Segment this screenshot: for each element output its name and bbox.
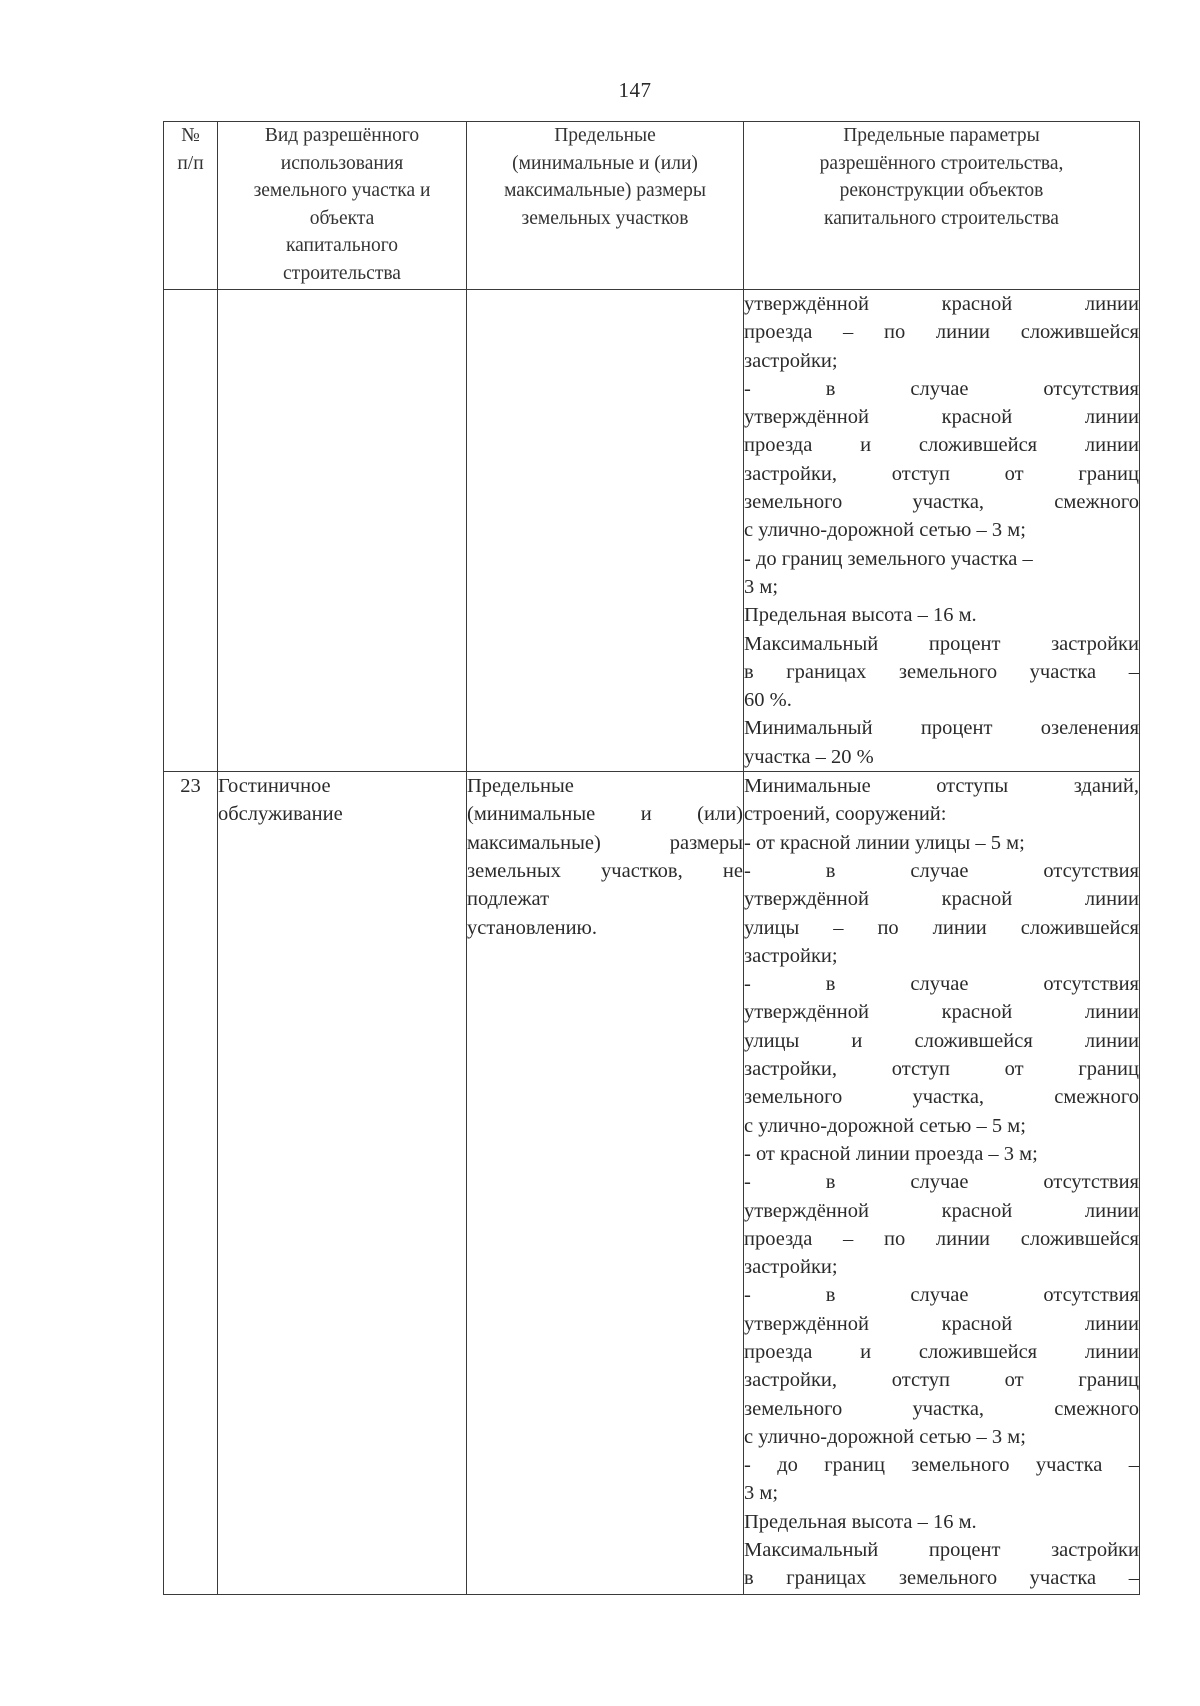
cell-text-line: - до границ земельного участка –: [744, 1454, 1139, 1477]
table-row: [164, 290, 1140, 772]
cell-text-line: Минимальные отступы зданий,: [744, 775, 1139, 798]
cell-text-line: земельного участка, смежного: [744, 1086, 1139, 1109]
cell-text-line: земельного участка, смежного: [744, 491, 1139, 514]
cell-text-line: строений, сооружений:: [744, 803, 947, 826]
header-text-line: максимальные) размеры: [504, 180, 706, 201]
cell-text-line: проезда и сложившейся линии: [744, 434, 1139, 457]
cell-text-line: в границах земельного участка –: [744, 1567, 1139, 1590]
header-text-line: Предельные: [554, 125, 656, 146]
header-text-line: капитального строительства: [824, 207, 1059, 229]
cell-text-line: обслуживание: [218, 803, 343, 826]
cell-text-line: земельного участка, смежного: [744, 1397, 1139, 1420]
land-use-type-cell: [218, 772, 467, 1595]
header-text-line: (минимальные и (или): [512, 152, 698, 174]
cell-text-line: застройки;: [744, 944, 838, 967]
cell-text-line: Предельные: [467, 775, 574, 798]
cell-text-line: проезда – по линии сложившейся: [744, 321, 1139, 344]
cell-text-line: утверждённой красной линии: [744, 888, 1139, 911]
header-text-line: капитального: [285, 235, 399, 256]
cell-text-line: - до границ земельного участка –: [744, 547, 1033, 570]
cell-text-line: земельных участков, не: [467, 859, 743, 882]
cell-text-line: Предельная высота – 16 м.: [744, 1510, 977, 1533]
cell-text-line: Максимальный процент застройки: [744, 632, 1139, 655]
cell-text-line: - в случае отсутствия: [744, 1171, 1139, 1194]
cell-text-line: с улично-дорожной сетью – 3 м;: [744, 519, 1026, 542]
cell-text-line: максимальные) размеры: [467, 831, 743, 854]
plot-sizes-cell: [467, 772, 744, 1595]
cell-text-line: с улично-дорожной сетью – 3 м;: [744, 1425, 1026, 1448]
land-use-type-cell: [218, 290, 467, 772]
header-text-line: Предельные параметры: [843, 125, 1040, 146]
header-number: [164, 122, 218, 290]
cell-text-line: проезда – по линии сложившейся: [744, 1227, 1139, 1250]
cell-text-line: Предельная высота – 16 м.: [744, 604, 977, 627]
cell-text-line: утверждённой красной линии: [744, 293, 1139, 315]
cell-text-line: застройки;: [744, 1256, 838, 1279]
cell-text-line: участка – 20 %: [744, 745, 874, 768]
regulations-table: [163, 121, 1140, 1595]
header-text-line: п/п: [177, 153, 204, 174]
cell-text-line: подлежат: [467, 888, 550, 911]
cell-text-line: - в случае отсутствия: [744, 973, 1139, 996]
page-number: 147: [618, 78, 652, 102]
cell-text-line: (минимальные и (или): [467, 803, 743, 826]
cell-text-line: утверждённой красной линии: [744, 1001, 1139, 1024]
header-text-line: №: [181, 125, 200, 146]
cell-text-line: застройки, отступ от границ: [744, 462, 1139, 485]
cell-text-line: утверждённой красной линии: [744, 1199, 1139, 1222]
cell-text-line: - в случае отсутствия: [744, 377, 1139, 400]
cell-text-line: утверждённой красной линии: [744, 1312, 1139, 1335]
table-row: [164, 772, 1140, 1595]
cell-text-line: улицы и сложившейся линии: [744, 1029, 1139, 1052]
header-plot-sizes: [467, 122, 744, 290]
cell-text-line: с улично-дорожной сетью – 5 м;: [744, 1114, 1026, 1137]
cell-text-line: утверждённой красной линии: [744, 406, 1139, 429]
row-number-cell: [164, 290, 218, 772]
cell-text-line: - от красной линии улицы – 5 м;: [744, 831, 1025, 854]
cell-text-line: проезда и сложившейся линии: [744, 1340, 1139, 1363]
cell-text-line: 60 %.: [744, 689, 792, 712]
header-text-line: строительства: [283, 262, 401, 284]
cell-text-line: - в случае отсутствия: [744, 859, 1139, 882]
cell-text-line: застройки, отступ от границ: [744, 1369, 1139, 1392]
header-text-line: использования: [280, 152, 404, 174]
cell-text-line: застройки;: [744, 349, 838, 372]
cell-text-line: 3 м;: [744, 1482, 779, 1505]
header-construction-parameters: [744, 122, 1140, 290]
cell-text-line: Максимальный процент застройки: [744, 1539, 1139, 1562]
construction-parameters-cell: [744, 772, 1140, 1595]
header-land-use-type: [218, 122, 467, 290]
cell-text-line: установлению.: [467, 916, 597, 939]
header-text-line: земельного участка и: [253, 180, 431, 201]
cell-text-line: 3 м;: [744, 575, 779, 598]
cell-text-line: Гостиничное: [218, 775, 331, 798]
cell-text-line: застройки, отступ от границ: [744, 1058, 1139, 1081]
cell-text-line: в границах земельного участка –: [744, 660, 1139, 683]
cell-text-line: улицы – по линии сложившейся: [744, 916, 1139, 939]
plot-sizes-cell: [467, 290, 744, 772]
cell-text-line: Минимальный процент озеленения: [744, 717, 1139, 740]
header-text-line: земельных участков: [521, 207, 689, 229]
header-text-line: разрешённого строительства,: [819, 152, 1064, 174]
table-header-row: [164, 122, 1140, 290]
header-text-line: объекта: [309, 207, 375, 229]
header-text-line: реконструкции объектов: [839, 180, 1044, 201]
cell-text-line: - в случае отсутствия: [744, 1284, 1139, 1307]
cell-text-line: - от красной линии проезда – 3 м;: [744, 1142, 1038, 1165]
construction-parameters-cell: [744, 290, 1140, 772]
header-text-line: Вид разрешённого: [264, 125, 420, 146]
row-number-cell: 23: [164, 772, 218, 1595]
